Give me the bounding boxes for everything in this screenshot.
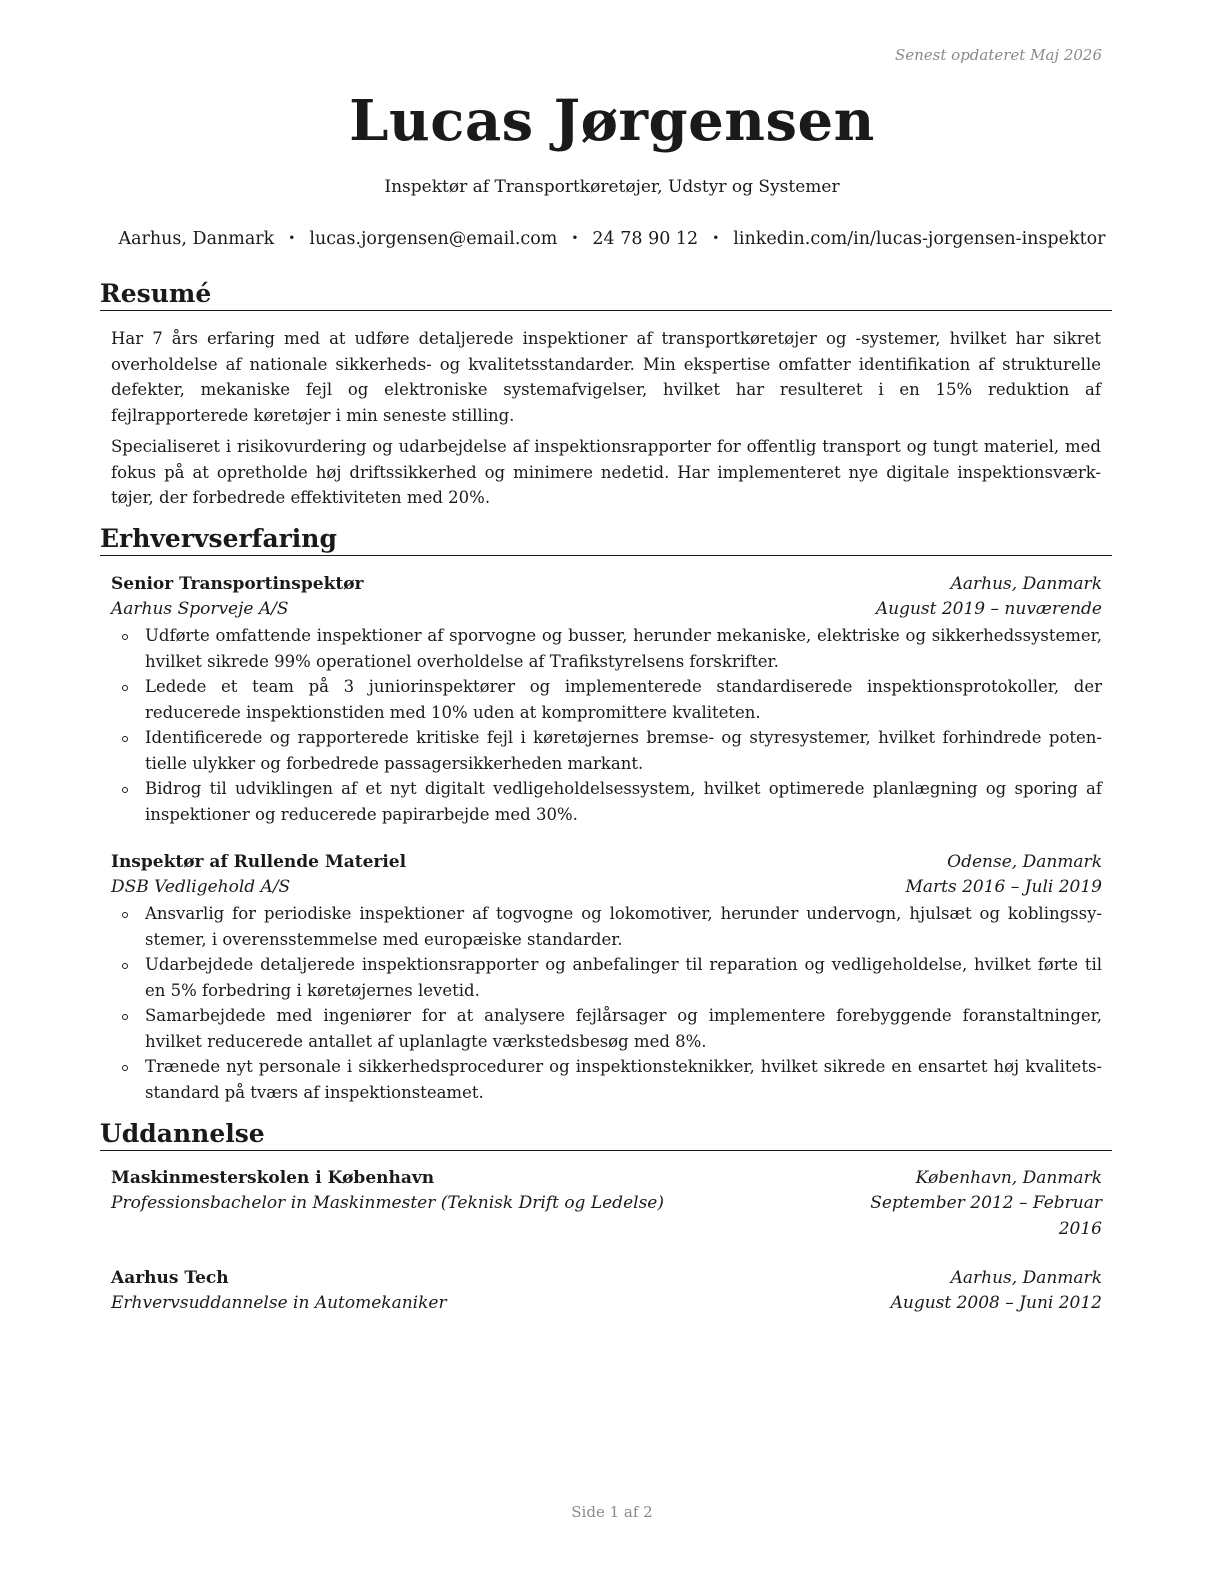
separator-bullet: • (288, 231, 296, 245)
circle-bullet-icon (122, 1014, 128, 1020)
list-item (111, 901, 1102, 952)
bullet-text: Trænede nyt personale i sikkerhedsprocedurer og inspektionsteknikker, hvilket sikrede en ensartet høj kvalitets-standard på tværs af inspektionsteamet. (145, 1057, 1102, 1102)
education-dates (870, 1191, 1102, 1242)
job-subheader (111, 875, 1102, 901)
contact-phone[interactable]: 24 78 90 12 (592, 229, 699, 249)
contact-email[interactable]: lucas.jorgensen@email.com (309, 229, 558, 249)
education-subheader (111, 1291, 1102, 1317)
bullet-text: Identificerede og rapporterede kritiske fejl i køretøjernes bremse- og styresystemer, hvilket forhindrede poten-tielle ulykker og forbedrede passagersikkerheden markant. (145, 728, 1102, 773)
job-role: Inspektør af Rullende Materiel (111, 852, 407, 872)
contact-linkedin[interactable]: linkedin.com/in/lucas-jorgensen-inspektor (733, 229, 1106, 249)
section-title-experience: Erhvervserfaring (100, 524, 1112, 556)
job-header (111, 572, 1102, 598)
circle-bullet-icon (122, 736, 128, 742)
bullet-text: Bidrog til udviklingen af et nyt digitalt vedligeholdelsessystem, hvilket optimerede planlægning og sporing af inspektioner og reducerede papirarbejde med 30%. (145, 779, 1102, 824)
contact-line (0, 229, 1224, 249)
education-header (111, 1166, 1102, 1192)
job-dates: August 2019 – nuværende (875, 599, 1102, 619)
job-subheader (111, 597, 1102, 623)
last-updated: Senest opdateret Maj 2026 (894, 46, 1102, 64)
circle-bullet-icon (122, 685, 128, 691)
circle-bullet-icon (122, 963, 128, 969)
circle-bullet-icon (122, 634, 128, 640)
list-item (111, 674, 1102, 725)
section-title-education: Uddannelse (100, 1119, 1112, 1151)
school-name: Aarhus Tech (111, 1268, 229, 1288)
dates-line: 2016 (1058, 1218, 1102, 1239)
circle-bullet-icon (122, 787, 128, 793)
separator-bullet: • (571, 231, 579, 245)
section-title-summary: Resumé (100, 279, 1112, 311)
circle-bullet-icon (122, 1065, 128, 1071)
summary-paragraph: Har 7 års erfaring med at udføre detaljerede inspektioner af transportkøretøjer og -systemer, hvilket har sikret overholdelse af nationale sikkerheds- og kvalitetsstandarder. Min ekspertise omfatter identifikation af strukturelle defekter, mekaniske fejl og elektroniske systemafvigelser, hvilket har resulteret i en 15% reduktion af fejlrapporterede køretøjer i min seneste stilling. (111, 329, 1101, 425)
bullet-text: Samarbejdede med ingeniører for at analysere fejlårsager og implementere forebyggende foranstaltninger, hvilket reducerede antallet af uplanlagte værkstedsbesøg med 8%. (145, 1006, 1102, 1051)
separator-bullet: • (712, 231, 720, 245)
list-item (111, 1054, 1102, 1105)
contact-location: Aarhus, Danmark (118, 229, 275, 249)
list-item (111, 952, 1102, 1003)
job-location: Aarhus, Danmark (950, 574, 1102, 594)
job-company: Aarhus Sporveje A/S (111, 599, 289, 619)
list-item (111, 725, 1102, 776)
circle-bullet-icon (122, 912, 128, 918)
bullet-text: Ledede et team på 3 juniorinspektører og implementerede standardiserede inspektionsprotokoller, der reducerede inspektionstiden med 10% uden at kompromittere kvaliteten. (145, 677, 1102, 722)
page-number: Side 1 af 2 (571, 1503, 653, 1521)
list-item (111, 776, 1102, 827)
bullet-text: Udarbejdede detaljerede inspektionsrapporter og anbefalinger til reparation og vedligeholdelse, hvilket førte til en 5% forbedring i køretøjernes levetid. (145, 955, 1102, 1000)
bullet-text: Ansvarlig for periodiske inspektioner af togvogne og lokomotiver, herunder undervogn, hjulsæt og koblingssy-stemer, i overensstemmelse med europæiske standarder. (145, 904, 1102, 949)
list-item (111, 623, 1102, 674)
job-bullet-list (111, 623, 1102, 827)
school-location: Aarhus, Danmark (950, 1268, 1102, 1288)
list-item (111, 1003, 1102, 1054)
degree: Erhvervsuddannelse in Automekaniker (111, 1293, 447, 1313)
summary-paragraph: Specialiseret i risikovurdering og udarbejdelse af inspektionsrapporter for offentlig transport og tungt materiel, med fokus på at opretholde høj driftssikkerhed og minimere nedetid. Har implementeret nye digitale inspektionsværk-tøjer, der forbedrede effektiviteten med 20%. (111, 437, 1101, 507)
bullet-text: Udførte omfattende inspektioner af sporvogne og busser, herunder mekaniske, elektriske og sikkerhedssystemer, hvilket sikrede 99% operationel overholdelse af Trafikstyrelsens forskrifter. (145, 626, 1102, 671)
job-dates: Marts 2016 – Juli 2019 (905, 877, 1102, 897)
job-bullet-list (111, 901, 1102, 1105)
education-subheader (111, 1191, 1102, 1242)
job-company: DSB Vedligehold A/S (111, 877, 291, 897)
education-header (111, 1266, 1102, 1292)
candidate-name: Lucas Jørgensen (349, 88, 875, 154)
job-role: Senior Transportinspektør (111, 574, 364, 594)
job-header (111, 850, 1102, 876)
school-location: København, Danmark (915, 1168, 1102, 1188)
job-title: Inspektør af Transportkøretøjer, Udstyr og Systemer (384, 177, 840, 197)
school-name: Maskinmesterskolen i København (111, 1168, 435, 1188)
degree: Professionsbachelor in Maskinmester (Teknisk Drift og Ledelse) (111, 1193, 664, 1213)
dates-line: September 2012 – Februar (870, 1193, 1102, 1213)
job-location: Odense, Danmark (947, 852, 1102, 872)
education-dates: August 2008 – Juni 2012 (890, 1293, 1102, 1313)
